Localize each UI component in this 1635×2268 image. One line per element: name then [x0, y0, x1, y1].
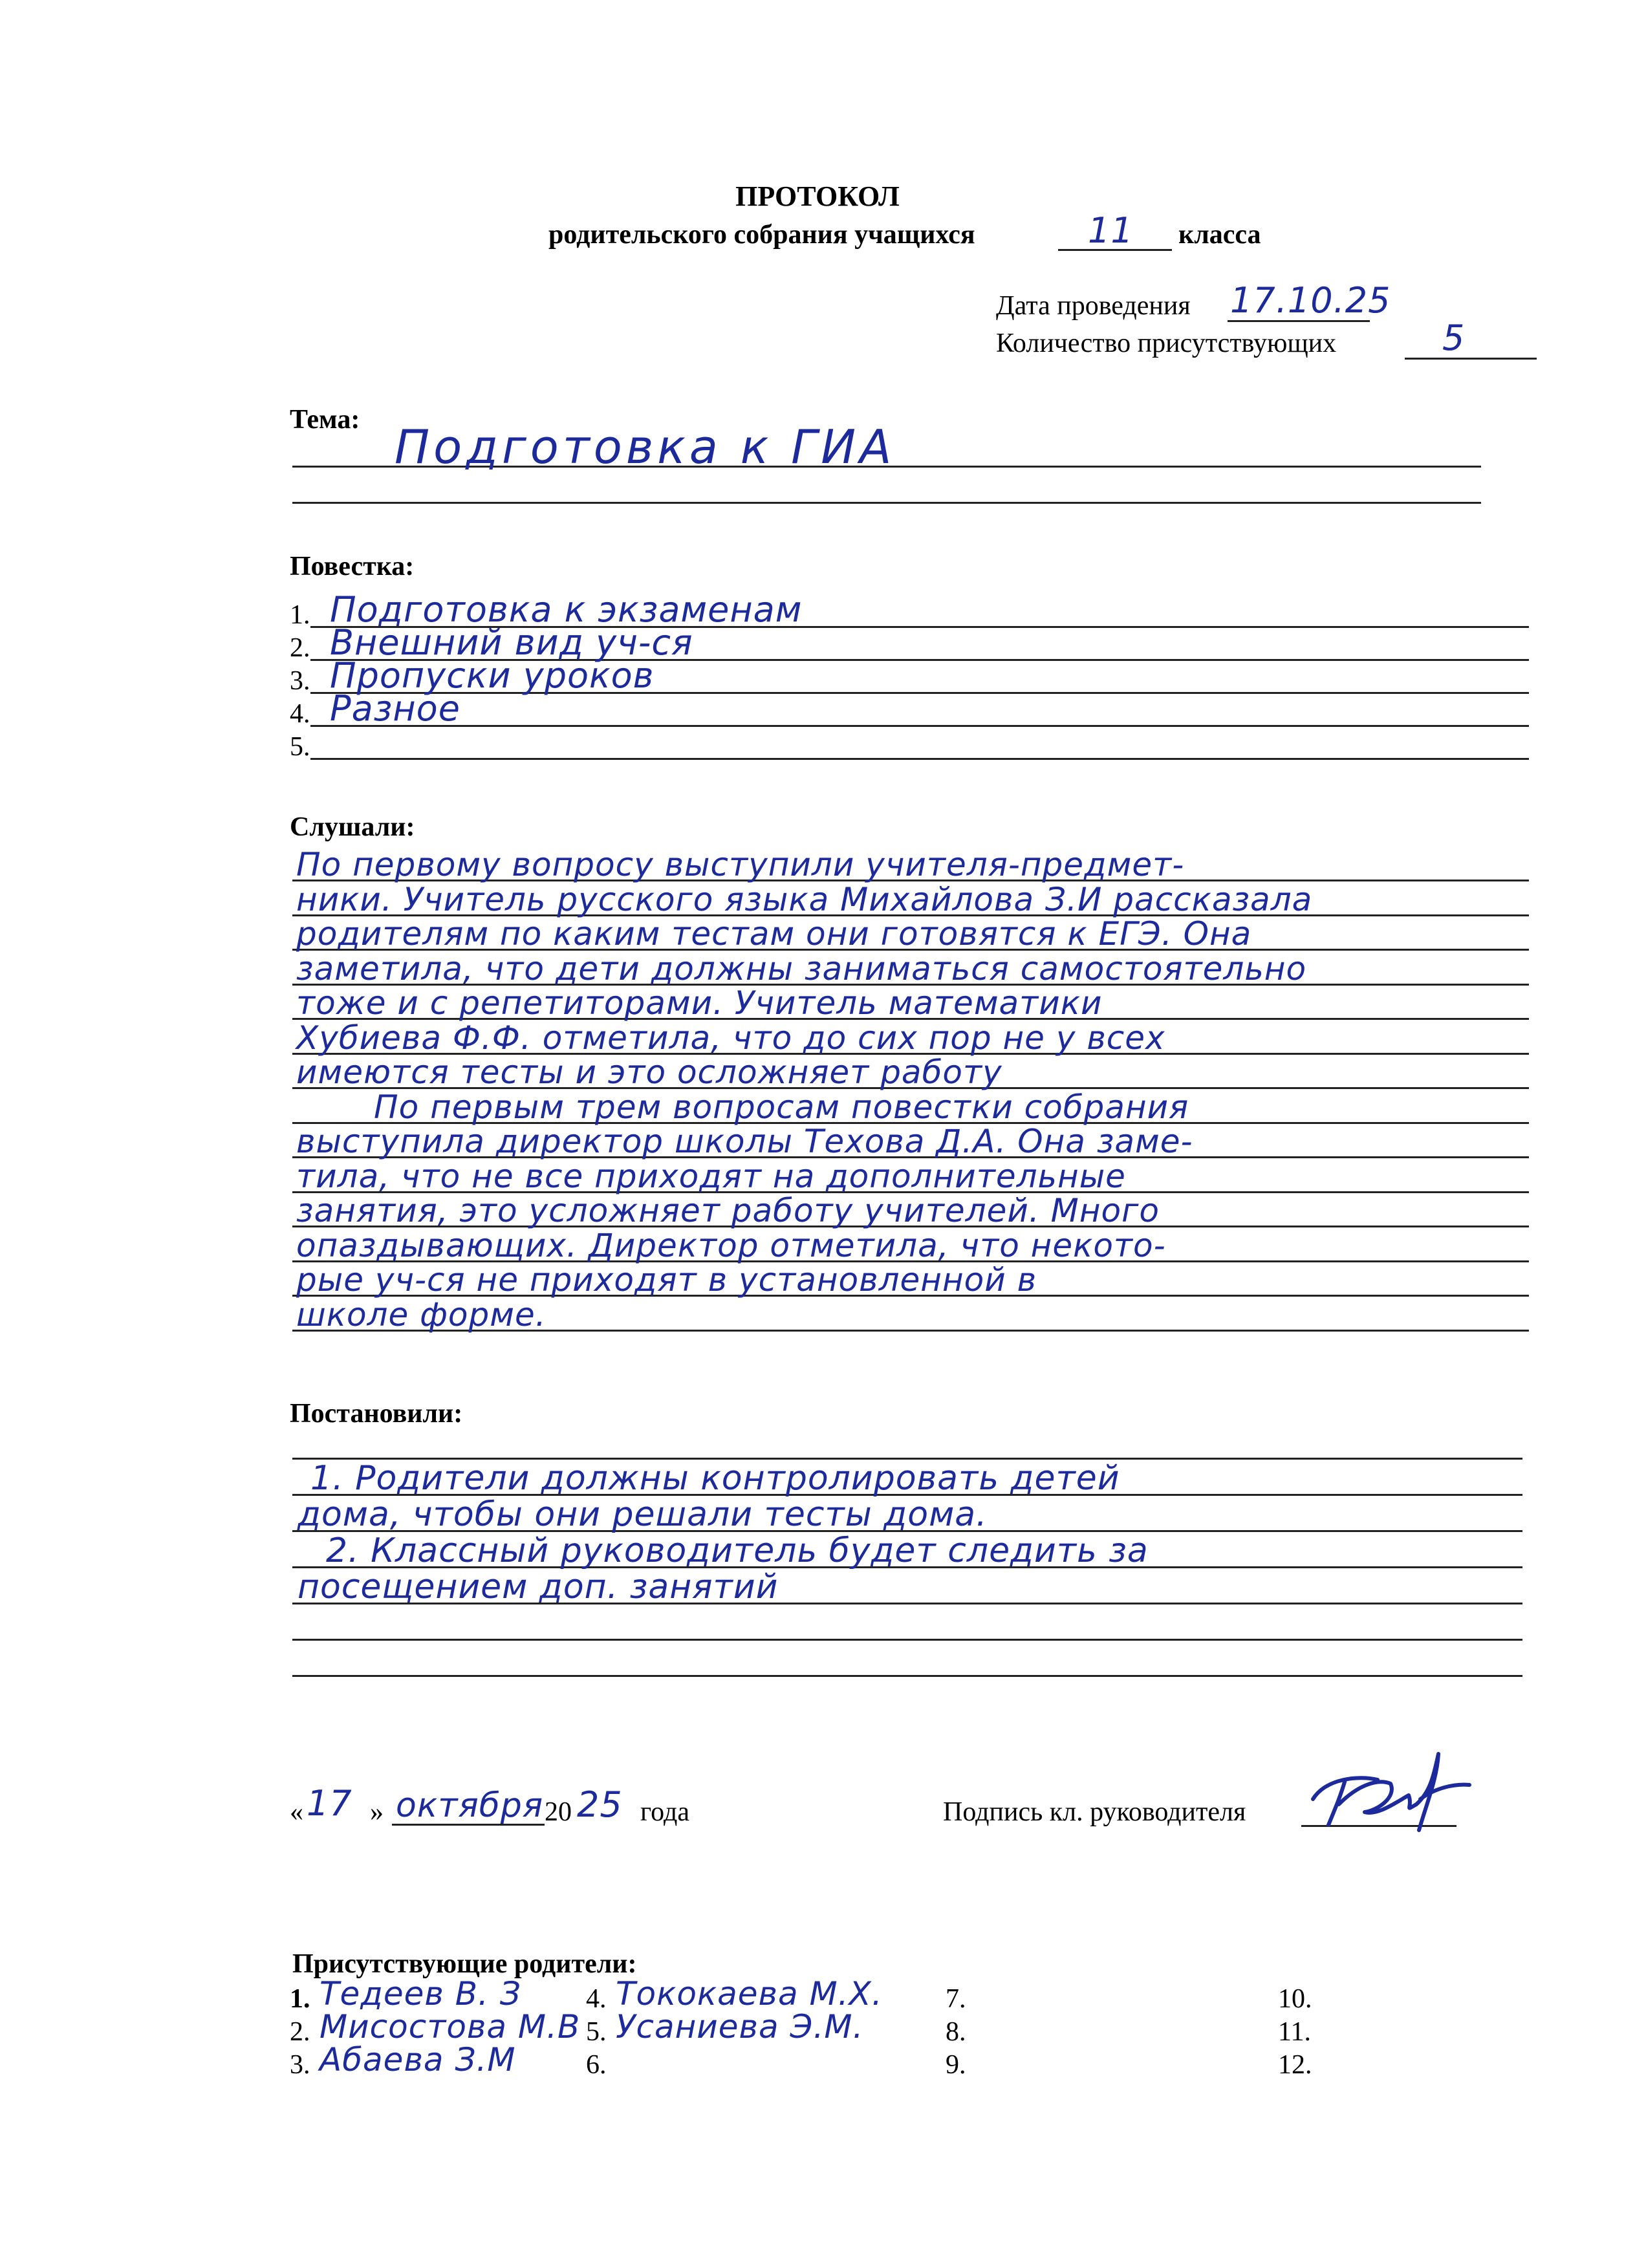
agenda-item-text: Разное [330, 688, 460, 729]
heard-line: заметила, что дети должны заниматься самостоятельно [296, 950, 1307, 988]
heard-line: По первым трем вопросам повестки собрания [374, 1088, 1189, 1126]
decided-label: Постановили: [290, 1399, 463, 1429]
class-value: 11 [1088, 210, 1134, 251]
parent-number: 6. [586, 2050, 607, 2080]
parent-number: 12. [1278, 2050, 1312, 2080]
decided-line: 2. Классный руководитель будет следить за [326, 1531, 1149, 1570]
footer-year-prefix: 20 [545, 1797, 572, 1827]
topic-line-2 [292, 502, 1481, 504]
heard-line: опаздывающих. Директор отметила, что некото- [296, 1227, 1166, 1264]
parent-number: 7. [946, 1984, 966, 2014]
heard-line: рые уч-ся не приходят в установленной в [296, 1261, 1037, 1299]
agenda-item-number: 5. [290, 732, 310, 762]
heard-label: Слушали: [290, 812, 415, 842]
heard-line: тоже и с репетиторами. Учитель математики [296, 984, 1103, 1022]
parent-name: Тококаева М.Х. [616, 1975, 883, 2013]
heard-line: тила, что не все приходят на дополнительные [296, 1158, 1126, 1195]
count-value: 5 [1442, 318, 1466, 358]
agenda-item-text: Пропуски уроков [330, 655, 655, 696]
heard-line: По первому вопросу выступили учителя-предмет- [296, 846, 1185, 883]
decided-line: посещением доп. занятий [298, 1568, 779, 1606]
agenda-line [310, 725, 1529, 727]
heard-line: родителям по каким тестам они готовятся к ЕГЭ. Она [296, 915, 1252, 953]
parent-number: 5. [586, 2017, 607, 2047]
decided-line: дома, чтобы они решали тесты дома. [298, 1495, 988, 1534]
heard-line: имеются тесты и это осложняет работу [296, 1053, 1002, 1091]
parent-number: 11. [1278, 2017, 1311, 2047]
document-title: ПРОТОКОЛ [735, 180, 900, 212]
footer-day: 17 [307, 1783, 352, 1824]
heard-line: выступила директор школы Техова Д.А. Она заме- [296, 1123, 1193, 1160]
document-subtitle-after: класса [1178, 220, 1261, 250]
topic-label: Тема: [290, 405, 360, 435]
heard-line: школе форме. [296, 1296, 547, 1334]
agenda-item-text: Подготовка к экзаменам [330, 589, 803, 630]
document-subtitle-before: родительского собрания учащихся [548, 220, 975, 250]
parent-number: 9. [946, 2050, 966, 2080]
parents-label: Присутствующие родители: [292, 1949, 637, 1979]
footer-year-word: года [640, 1797, 689, 1827]
agenda-item-number: 2. [290, 633, 310, 663]
footer-quote-open: « [290, 1797, 303, 1827]
signature-label: Подпись кл. руководителя [943, 1797, 1246, 1827]
parent-name: Тедеев В. З [319, 1975, 521, 2013]
parent-name: Усаниева Э.М. [616, 2008, 864, 2046]
parent-number: 2. [290, 2017, 310, 2047]
parent-number: 4. [586, 1984, 607, 2014]
agenda-label: Повестка: [290, 552, 415, 581]
parent-number: 3. [290, 2050, 310, 2080]
decided-ruled-line [292, 1675, 1522, 1677]
parent-number: 1. [290, 1984, 310, 2014]
count-underline [1405, 358, 1537, 360]
signature-mark [1300, 1740, 1494, 1843]
agenda-line [310, 758, 1529, 760]
decided-line: 1. Родители должны контролировать детей [310, 1459, 1120, 1498]
agenda-item-number: 3. [290, 666, 310, 696]
agenda-item-number: 4. [290, 699, 310, 729]
agenda-item-text: Внешний вид уч-ся [330, 622, 693, 663]
heard-line: ники. Учитель русского языка Михайлова З.И рассказала [296, 881, 1313, 918]
topic-value: Подготовка к ГИА [395, 420, 896, 474]
decided-ruled-line [292, 1639, 1522, 1641]
heard-line: Хубиева Ф.Ф. отметила, что до сих пор не у всех [296, 1019, 1165, 1057]
footer-quote-close: » [370, 1797, 384, 1827]
agenda-item-number: 1. [290, 600, 310, 630]
parent-name: Абаева З.М [319, 2041, 516, 2079]
date-label: Дата проведения [996, 291, 1191, 321]
parent-number: 10. [1278, 1984, 1312, 2014]
parent-name: Мисостова М.В [319, 2008, 581, 2046]
heard-line: занятия, это усложняет работу учителей. Много [296, 1192, 1160, 1229]
count-label: Количество присутствующих [996, 329, 1337, 358]
footer-month: октября [396, 1786, 544, 1825]
footer-year-suffix: 25 [577, 1784, 623, 1825]
parent-number: 8. [946, 2017, 966, 2047]
date-value: 17.10.25 [1230, 280, 1391, 321]
